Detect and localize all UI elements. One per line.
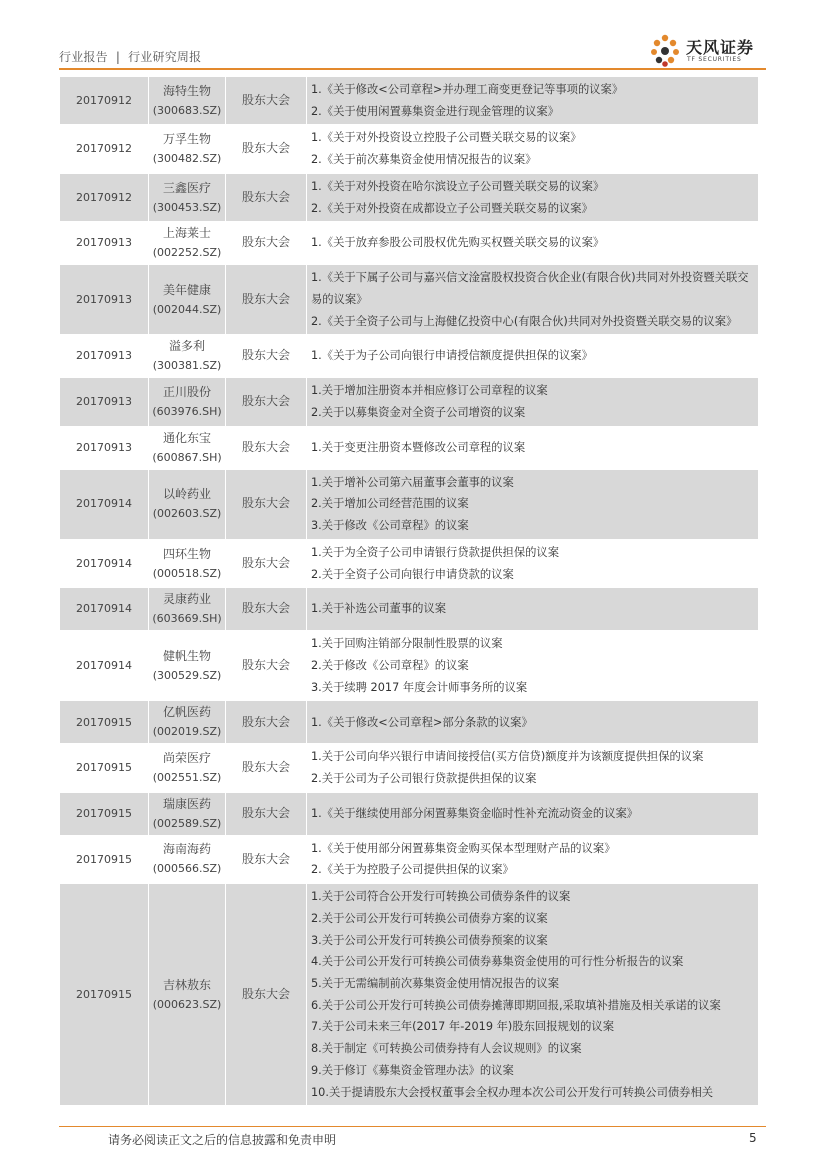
- meeting-type: 股东大会: [226, 469, 307, 539]
- table-row: [60, 378, 759, 426]
- meeting-type: 股东大会: [226, 539, 307, 587]
- agenda-item: 7.关于公司未来三年(2017 年-2019 年)股东回报规划的议案: [311, 1020, 614, 1034]
- agenda-item: 1.《关于修改<公司章程>并办理工商变更登记等事项的议案》: [311, 83, 624, 96]
- meeting-type: 股东大会: [226, 77, 307, 125]
- stock-code: (000623.SZ): [152, 997, 222, 1011]
- meeting-date: 20170912: [60, 77, 149, 125]
- company-name: 尚荣医疗: [162, 751, 211, 766]
- meeting-date: 20170913: [60, 335, 149, 378]
- company-cell: [149, 222, 226, 265]
- agenda-items: [307, 588, 759, 631]
- table-row: [60, 125, 759, 173]
- agenda-item: 1.关于增补公司第六届董事会董事的议案: [311, 475, 514, 489]
- meeting-type: 股东大会: [226, 792, 307, 835]
- table-row: [60, 792, 759, 835]
- header-rule: [59, 68, 766, 70]
- stock-code: (603669.SH): [152, 612, 222, 626]
- table-row: [60, 469, 759, 539]
- agenda-item: 2.关于以募集资金对全资子公司增资的议案: [311, 406, 526, 420]
- agenda-items: [307, 469, 759, 539]
- stock-code: (300453.SZ): [152, 200, 222, 214]
- company-cell: [149, 77, 226, 125]
- agenda-item: 1.关于为全资子公司申请银行贷款提供担保的议案: [311, 545, 560, 559]
- company-name: 健帆生物: [162, 648, 211, 663]
- table-row: [60, 588, 759, 631]
- company-name: 吉林敖东: [162, 977, 211, 992]
- stock-code: (002044.SZ): [152, 302, 222, 316]
- meeting-type: 股东大会: [226, 884, 307, 1106]
- table-row: [60, 77, 759, 125]
- agenda-item: 2.关于公司为子公司银行贷款提供担保的议案: [311, 772, 537, 786]
- agenda-item: 1.《关于为子公司向银行申请授信额度提供担保的议案》: [311, 349, 593, 363]
- agenda-item: 1.关于变更注册资本暨修改公司章程的议案: [311, 440, 526, 454]
- meeting-date: 20170914: [60, 539, 149, 587]
- agenda-item: 6.关于公司公开发行可转换公司债券摊薄即期回报,采取填补措施及相关承诺的议案: [311, 998, 721, 1012]
- stock-code: (002019.SZ): [152, 725, 222, 739]
- meeting-date: 20170912: [60, 125, 149, 173]
- company-name: 万孚生物: [162, 132, 211, 147]
- logo-name: 天风证券: [686, 38, 755, 57]
- agenda-item: 1.《关于使用部分闲置募集资金购买保本型理财产品的议案》: [311, 841, 616, 855]
- company-cell: [149, 265, 226, 335]
- company-name: 三鑫医疗: [162, 180, 211, 195]
- meeting-date: 20170913: [60, 265, 149, 335]
- company-cell: [149, 378, 226, 426]
- company-name: 灵康药业: [162, 592, 211, 607]
- meeting-type: 股东大会: [226, 701, 307, 744]
- agenda-item: 8.关于制定《可转换公司债券持有人会议规则》的议案: [311, 1042, 582, 1056]
- table-row: [60, 884, 759, 1106]
- table-row: [60, 835, 759, 883]
- agenda-item: 2.《关于对外投资在成都设立子公司暨关联交易的议案》: [311, 201, 593, 215]
- agenda-item: 1.关于公司向华兴银行申请间接授信(买方信贷)额度并为该额度提供担保的议案: [311, 750, 704, 764]
- table-row: [60, 265, 759, 335]
- agenda-item: 1.《关于继续使用部分闲置募集资金临时性补充流动资金的议案》: [311, 806, 639, 820]
- company-name: 四环生物: [162, 546, 211, 561]
- company-cell: [149, 588, 226, 631]
- agenda-items: [307, 222, 759, 265]
- header-separator: |: [115, 50, 121, 64]
- company-name: 以岭药业: [162, 487, 211, 502]
- agenda-item: 9.关于修订《募集资金管理办法》的议案: [311, 1063, 514, 1077]
- stock-code: (300381.SZ): [152, 359, 222, 373]
- agenda-item: 1.《关于对外投资设立控股子公司暨关联交易的议案》: [311, 131, 582, 145]
- table-row: [60, 701, 759, 744]
- meeting-date: 20170915: [60, 792, 149, 835]
- table-row: [60, 222, 759, 265]
- company-name: 通化东宝: [162, 430, 211, 445]
- agenda-items: [307, 265, 759, 335]
- meeting-date: 20170913: [60, 222, 149, 265]
- agenda-items: [307, 744, 759, 792]
- stock-code: (000566.SZ): [152, 862, 222, 876]
- meeting-type: 股东大会: [226, 378, 307, 426]
- table-row: [60, 744, 759, 792]
- agenda-items: [307, 792, 759, 835]
- agenda-item: 1.关于回购注销部分限制性股票的议案: [311, 637, 503, 651]
- agenda-item: 1.《关于对外投资在哈尔滨设立子公司暨关联交易的议案》: [311, 179, 605, 193]
- company-cell: [149, 426, 226, 469]
- page-number: 5: [749, 1131, 757, 1145]
- meeting-type: 股东大会: [226, 125, 307, 173]
- meeting-type: 股东大会: [226, 588, 307, 631]
- stock-code: (300482.SZ): [152, 152, 222, 166]
- agenda-item: 3.关于公司公开发行可转换公司债券预案的议案: [311, 933, 548, 947]
- agenda-item: 2.《关于使用闲置募集资金进行现金管理的议案》: [311, 104, 560, 118]
- company-cell: [149, 125, 226, 173]
- meeting-date: 20170912: [60, 173, 149, 221]
- table-row: [60, 335, 759, 378]
- agenda-items: [307, 631, 759, 701]
- meeting-date: 20170915: [60, 744, 149, 792]
- agenda-items: [307, 173, 759, 221]
- table-row: [60, 539, 759, 587]
- agenda-items: [307, 539, 759, 587]
- meeting-date: 20170914: [60, 631, 149, 701]
- agenda-item: 1.关于补选公司董事的议案: [311, 602, 447, 616]
- agenda-item: 2.关于增加公司经营范围的议案: [311, 497, 469, 511]
- stock-code: (300683.SZ): [152, 103, 222, 117]
- company-cell: [149, 173, 226, 221]
- meeting-type: 股东大会: [226, 265, 307, 335]
- meeting-type: 股东大会: [226, 744, 307, 792]
- agenda-items: [307, 835, 759, 883]
- stock-code: (600867.SH): [152, 450, 222, 464]
- meeting-type: 股东大会: [226, 222, 307, 265]
- meeting-type: 股东大会: [226, 335, 307, 378]
- company-logo: [646, 34, 766, 68]
- table-row: [60, 173, 759, 221]
- table-row: [60, 631, 759, 701]
- agenda-items: [307, 125, 759, 173]
- company-cell: [149, 701, 226, 744]
- stock-code: (002551.SZ): [152, 771, 222, 785]
- company-name: 亿帆医药: [162, 705, 211, 720]
- stock-code: (000518.SZ): [152, 566, 222, 580]
- meeting-type: 股东大会: [226, 426, 307, 469]
- company-cell: [149, 539, 226, 587]
- table-row: [60, 426, 759, 469]
- stock-code: (300529.SZ): [152, 668, 222, 682]
- footer-rule: [59, 1126, 766, 1127]
- meeting-type: 股东大会: [226, 631, 307, 701]
- agenda-items: [307, 884, 759, 1106]
- company-name: 上海莱士: [162, 226, 211, 241]
- company-name: 正川股份: [162, 385, 211, 400]
- agenda-item: 3.关于修改《公司章程》的议案: [311, 519, 469, 533]
- logo-subtitle: TF SECURITIES: [687, 56, 742, 63]
- agenda-item: 10.关于提请股东大会授权董事会全权办理本次公司公开发行可转换公司债券相关: [311, 1085, 714, 1099]
- meeting-date: 20170913: [60, 426, 149, 469]
- agenda-item: 1.《关于下属子公司与嘉兴信文淦富股权投资合伙企业(有限合伙)共同对外投资暨关联交易的议案》: [311, 271, 749, 306]
- report-series: 行业研究周报: [128, 50, 202, 64]
- meeting-date: 20170915: [60, 884, 149, 1106]
- meeting-type: 股东大会: [226, 835, 307, 883]
- meeting-date: 20170914: [60, 588, 149, 631]
- agenda-item: 2.关于全资子公司向银行申请贷款的议案: [311, 567, 514, 581]
- stock-code: (603976.SH): [152, 405, 222, 419]
- meeting-type: 股东大会: [226, 173, 307, 221]
- company-cell: [149, 884, 226, 1106]
- agenda-item: 4.关于公司公开发行可转换公司债券募集资金使用的可行性分析报告的议案: [311, 955, 684, 969]
- company-name: 美年健康: [162, 282, 211, 297]
- company-name: 溢多利: [168, 339, 205, 354]
- stock-code: (002252.SZ): [152, 246, 222, 260]
- agenda-item: 5.关于无需编制前次募集资金使用情况报告的议案: [311, 976, 560, 990]
- company-cell: [149, 469, 226, 539]
- logo-flower-icon: [648, 34, 684, 68]
- company-name: 海特生物: [162, 83, 211, 98]
- agenda-item: 1.关于增加注册资本并相应修订公司章程的议案: [311, 384, 548, 398]
- company-cell: [149, 631, 226, 701]
- company-cell: [149, 335, 226, 378]
- meeting-date: 20170914: [60, 469, 149, 539]
- agenda-item: 1.《关于修改<公司章程>部分条款的议案》: [311, 715, 533, 729]
- agenda-items: [307, 701, 759, 744]
- agenda-item: 2.《关于全资子公司与上海健亿投资中心(有限合伙)共同对外投资暨关联交易的议案》: [311, 314, 738, 328]
- meeting-date: 20170915: [60, 835, 149, 883]
- agenda-item: 3.关于续聘 2017 年度会计师事务所的议案: [311, 680, 528, 694]
- stock-code: (002603.SZ): [152, 507, 222, 521]
- meeting-date: 20170913: [60, 378, 149, 426]
- shareholder-meeting-table: [59, 76, 759, 1106]
- company-name: 瑞康医药: [162, 796, 211, 811]
- company-cell: [149, 792, 226, 835]
- meeting-date: 20170915: [60, 701, 149, 744]
- agenda-items: [307, 378, 759, 426]
- footer-disclaimer: 请务必阅读正文之后的信息披露和免责申明: [108, 1133, 337, 1147]
- page-header: [59, 40, 766, 70]
- agenda-item: 2.关于修改《公司章程》的议案: [311, 658, 469, 672]
- agenda-item: 2.《关于为控股子公司提供担保的议案》: [311, 863, 514, 877]
- company-name: 海南海药: [162, 842, 211, 857]
- company-cell: [149, 744, 226, 792]
- agenda-item: 2.关于公司公开发行可转换公司债券方案的议案: [311, 911, 548, 925]
- agenda-items: [307, 335, 759, 378]
- report-type: 行业报告: [59, 50, 108, 64]
- agenda-item: 1.《关于放弃参股公司股权优先购买权暨关联交易的议案》: [311, 236, 605, 250]
- agenda-items: [307, 77, 759, 125]
- agenda-items: [307, 426, 759, 469]
- header-title: [59, 48, 201, 65]
- stock-code: (002589.SZ): [152, 816, 222, 830]
- agenda-item: 2.《关于前次募集资金使用情况报告的议案》: [311, 153, 537, 167]
- company-cell: [149, 835, 226, 883]
- agenda-item: 1.关于公司符合公开发行可转换公司债券条件的议案: [311, 890, 571, 904]
